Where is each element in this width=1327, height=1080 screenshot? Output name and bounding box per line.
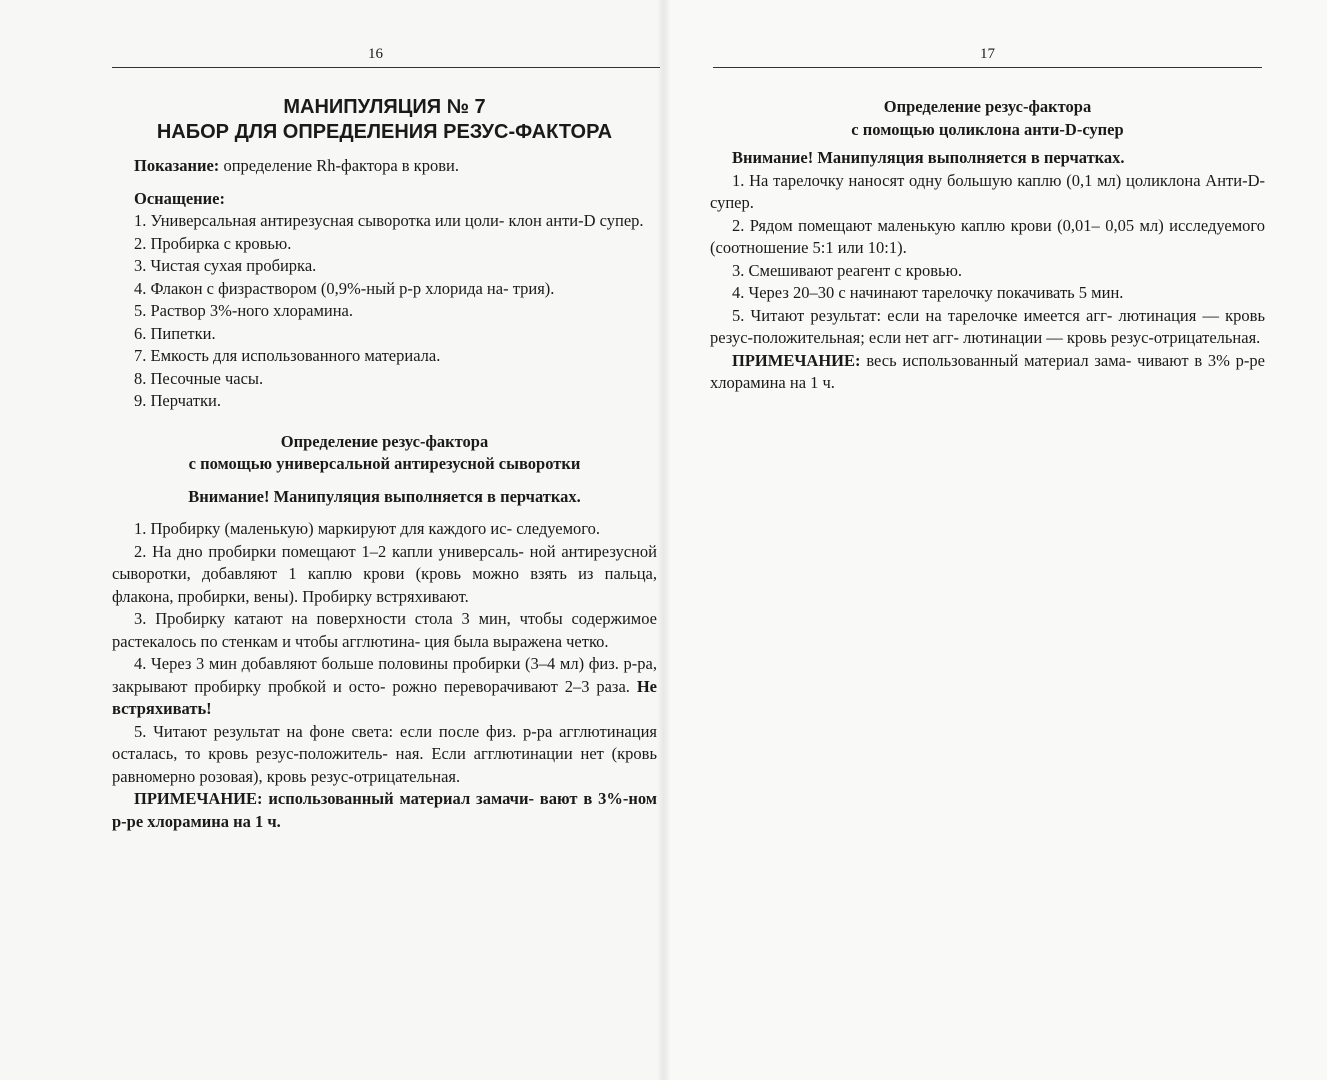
section-title: Определение резус-фактора [883, 97, 1092, 116]
step: 3. Смешивают реагент с кровью. [732, 260, 963, 280]
equipment-item: 3. Чистая сухая пробирка. [134, 256, 317, 275]
header-rule [112, 67, 660, 68]
step: 4. Через 20–30 с начинают тарелочку покачивать 5 мин. [732, 283, 1124, 302]
equipment-item: 2. Пробирка с кровью. [134, 233, 292, 253]
section-subtitle: с помощью цоликлона анти-D-супер [851, 119, 1124, 139]
indication-text: определение Rh-фактора в крови. [219, 156, 459, 175]
warning: Внимание! Манипуляция выполняется в перчатках. [188, 486, 581, 506]
left-column [112, 95, 657, 833]
step: 5. Читают результат: если на тарелочке имеется агг- лютинация — кровь резус-положительная; если нет агг- лютинации — кровь резус-отрицательная. [710, 305, 1265, 347]
note-text: весь использованный материал зама- чивают в 3% р-ре хлорамина на 1 ч. [710, 350, 1265, 392]
note-label: ПРИМЕЧАНИЕ: [732, 350, 861, 370]
step: 1. Пробирку (маленькую) маркируют для каждого ис- следуемого. [134, 519, 601, 538]
page-number: 17 [980, 46, 995, 62]
equipment-item: 7. Емкость для использованного материала. [134, 346, 441, 365]
step: 5. Читают результат на фоне света: если после физ. р-ра агглютинация осталась, то кровь резус-положитель- ная. Если агглютинации нет (кровь равномерно розовая), кровь резус-отрицательная. [112, 721, 657, 786]
left-page [0, 0, 663, 1080]
step-emphasis: Не встряхивать! [112, 676, 657, 718]
section-title: Определение резус-фактора [280, 431, 489, 451]
warning: Внимание! Манипуляция выполняется в перчатках. [732, 148, 1125, 167]
step: 2. На дно пробирки помещают 1–2 капли универсаль- ной антирезусной сыворотки, добавляют 1 каплю крови (кровь можно взять из пальца, флакона, пробирки, вены). Пробирку встряхивают. [112, 541, 657, 606]
section-subtitle: с помощью универсальной антирезусной сыворотки [188, 454, 581, 473]
right-column [710, 96, 1265, 395]
equipment-item: 6. Пипетки. [134, 323, 216, 343]
header-rule [713, 67, 1262, 68]
manipulation-subtitle: НАБОР ДЛЯ ОПРЕДЕЛЕНИЯ РЕЗУС-ФАКТОРА [156, 121, 613, 143]
equipment-item: 9. Перчатки. [134, 391, 221, 410]
step: 3. Пробирку катают на поверхности стола 3 мин, чтобы содержимое растекалось по стенкам и чтобы агглютина- ция была выражена четко. [112, 609, 657, 651]
step: 2. Рядом помещают маленькую каплю крови (0,01– 0,05 мл) исследуемого (соотношение 5:1 или 10:1). [710, 215, 1265, 257]
step: 4. Через 3 мин добавляют больше половины пробирки (3–4 мл) физ. р-ра, закрывают пробирку пробкой и осто- рожно переворачивают 2–3 раза. Не встряхивать! [112, 654, 657, 718]
equipment-item: 4. Флакон с физраствором (0,9%-ный р-р хлорида на- трия). [134, 278, 555, 298]
indication [112, 155, 657, 178]
page-number: 16 [368, 46, 383, 62]
indication-label: Показание: [134, 156, 220, 175]
equipment-item: 5. Раствор 3%-ного хлорамина. [134, 301, 353, 320]
equipment-item: 1. Универсальная антирезусная сыворотка или цоли- клон анти-D супер. [134, 211, 644, 230]
manipulation-title: МАНИПУЛЯЦИЯ № 7 [283, 96, 486, 118]
note [710, 350, 1265, 395]
equipment-label: Оснащение: [134, 188, 225, 208]
book-gutter [657, 0, 671, 1080]
step: 1. На тарелочку наносят одну большую каплю (0,1 мл) цоликлона Анти-D-супер. [710, 170, 1265, 212]
note: ПРИМЕЧАНИЕ: использованный материал замачи- вают в 3%-ном р-ре хлорамина на 1 ч. [112, 789, 657, 831]
equipment-item: 8. Песочные часы. [134, 368, 264, 388]
right-page [663, 0, 1327, 1080]
